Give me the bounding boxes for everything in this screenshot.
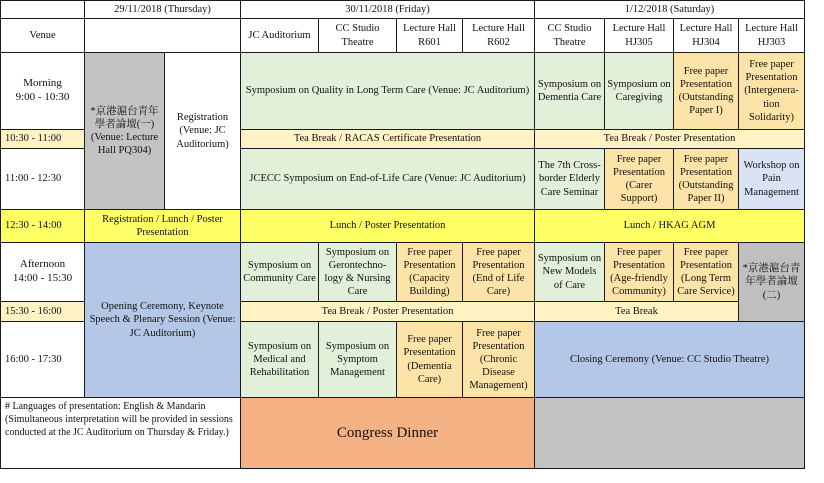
venue-cc-studio-saturday: CC Studio Theatre: [534, 18, 605, 53]
time-afternoon-1400: [0, 242, 85, 302]
friday-chronic-disease: Free paper Presentation (Chronic Disease Management): [462, 321, 535, 398]
time-1530: 15:30 - 16:00: [0, 301, 85, 322]
header-friday: 30/11/2018 (Friday): [240, 0, 535, 19]
saturday-tea-break-pm: Tea Break: [534, 301, 739, 322]
friday-symptom-management: Symposium on Symptom Management: [318, 321, 397, 398]
friday-end-of-life-paper: Free paper Presentation (End of Life Care): [462, 242, 535, 302]
friday-gerontechnology: Symposium on Gerontechno-logy & Nursing Care: [318, 242, 397, 302]
venue-hj304: Lecture Hall HJ304: [673, 18, 739, 53]
time-1230: 12:30 - 14:00: [0, 209, 85, 243]
friday-medical-rehab: Symposium on Medical and Rehabilitation: [240, 321, 319, 398]
friday-jcecc-symposium: JCECC Symposium on End-of-Life Care (Venue: JC Auditorium): [240, 148, 535, 210]
friday-tea-break-am: Tea Break / RACAS Certificate Presentation: [240, 129, 535, 149]
afternoon-label: Afternoon: [19, 258, 66, 271]
friday-lunch: Lunch / Poster Presentation: [240, 209, 535, 243]
venue-hj303: Lecture Hall HJ303: [738, 18, 805, 53]
header-saturday: 1/12/2018 (Saturday): [534, 0, 805, 19]
thursday-opening-ceremony: Opening Ceremony, Keynote Speech & Plenary Session (Venue: JC Auditorium): [84, 242, 241, 398]
saturday-youth-forum-2: *京港滬台青年學者論壇(二): [738, 242, 805, 322]
friday-community-care: Symposium on Community Care: [240, 242, 319, 302]
saturday-tea-break-am: Tea Break / Poster Presentation: [534, 129, 805, 149]
saturday-outstanding-paper-2: Free paper Presentation (Outstanding Paper II): [673, 148, 739, 210]
saturday-caregiving-symposium: Symposium on Caregiving: [604, 52, 674, 130]
time-1600: 16:00 - 17:30: [0, 321, 85, 398]
saturday-new-models: Symposium on New Models of Care: [534, 242, 605, 302]
saturday-closing-ceremony: Closing Ceremony (Venue: CC Studio Theatre): [534, 321, 805, 398]
time-900-label: 9:00 - 10:30: [15, 91, 70, 103]
thursday-youth-forum-1: *京港滬台青年學者論壇(一) (Venue: Lecture Hall PQ304): [84, 52, 165, 210]
saturday-age-friendly: Free paper Presentation (Age-friendly Community): [604, 242, 674, 302]
time-morning-900: [0, 52, 85, 130]
friday-tea-break-pm: Tea Break / Poster Presentation: [240, 301, 535, 322]
thursday-lunch: Registration / Lunch / Poster Presentation: [84, 209, 241, 243]
saturday-pain-workshop: Workshop on Pain Management: [738, 148, 805, 210]
saturday-intergeneration: Free paper Presentation (Intergenera-tion Solidarity): [738, 52, 805, 130]
friday-quality-ltc-symposium: Symposium on Quality in Long Term Care (Venue: JC Auditorium): [240, 52, 535, 130]
saturday-ltc-service: Free paper Presentation (Long Term Care Service): [673, 242, 739, 302]
time-1400-label: 14:00 - 15:30: [12, 272, 73, 284]
congress-dinner: Congress Dinner: [240, 397, 535, 469]
saturday-carer-support: Free paper Presentation (Carer Support): [604, 148, 674, 210]
friday-dementia-care-paper: Free paper Presentation (Dementia Care): [396, 321, 463, 398]
saturday-dementia-care-symposium: Symposium on Dementia Care: [534, 52, 605, 130]
time-1030: 10:30 - 11:00: [0, 129, 85, 149]
venue-label: Venue: [0, 18, 85, 53]
venue-cc-studio-friday: CC Studio Theatre: [318, 18, 397, 53]
saturday-cross-border-seminar: The 7th Cross-border Elderly Care Seminar: [534, 148, 605, 210]
venue-thursday-blank: [84, 18, 241, 53]
friday-capacity-building: Free paper Presentation (Capacity Building): [396, 242, 463, 302]
saturday-evening-blank: [534, 397, 805, 469]
header-thursday: 29/11/2018 (Thursday): [84, 0, 241, 19]
time-1100: 11:00 - 12:30: [0, 148, 85, 210]
morning-label: Morning: [23, 77, 62, 90]
venue-jc-auditorium: JC Auditorium: [240, 18, 319, 53]
header-corner: [0, 0, 85, 19]
saturday-lunch-agm: Lunch / HKAG AGM: [534, 209, 805, 243]
saturday-outstanding-paper-1: Free paper Presentation (Outstanding Paper I): [673, 52, 739, 130]
language-note: # Languages of presentation: English & Mandarin (Simultaneous interpretation will be provided in sessions conducted at the JC Auditorium on Thursday & Friday.): [0, 397, 241, 469]
venue-r601: Lecture Hall R601: [396, 18, 463, 53]
venue-hj305: Lecture Hall HJ305: [604, 18, 674, 53]
venue-r602: Lecture Hall R602: [462, 18, 535, 53]
thursday-registration: Registration (Venue: JC Auditorium): [164, 52, 241, 210]
